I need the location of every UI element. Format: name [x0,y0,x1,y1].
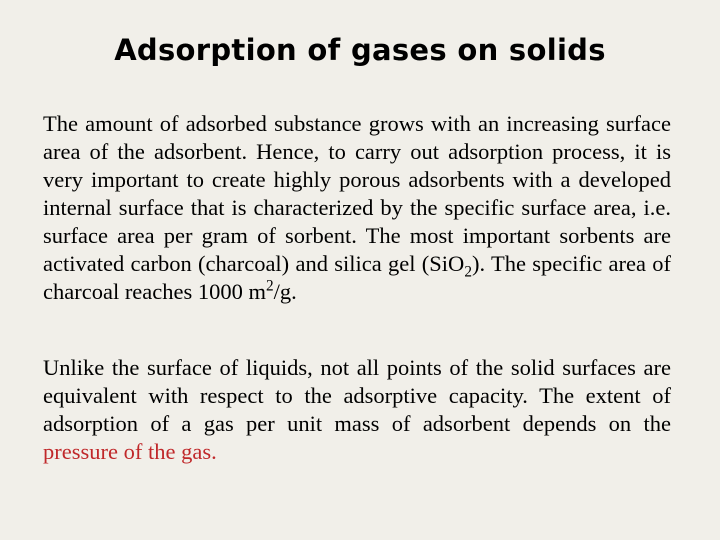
paragraph1-text-b: ). The specific area of charcoal reaches 1000 m [43,251,671,304]
paragraph2-text-a: Unlike the surface of liquids, not all points of the solid surfaces are equivalent with respect to the adsorptive capacity. The extent of adsorption of a gas per unit mass of adsorbent depends on the [43,355,671,436]
paragraph1-text-a: The amount of adsorbed substance grows with an increasing surface area of the adsorbent. Hence, to carry out adsorption process, it is very important to create highly porous adsorbents with a developed internal surface that is characterized by the specific surface area, i.e. surface area per gram of sorbent. The most important sorbents are activated carbon (charcoal) and silica gel (SiO [43,111,671,276]
paragraph-surface-area [43,110,671,306]
pressure-highlight: pressure of the gas. [43,439,217,464]
slide-title: Adsorption of gases on solids [114,33,606,67]
m2-superscript: 2 [266,277,274,295]
paragraph1-text-c: /g. [273,279,297,304]
paragraph-solid-surfaces [43,354,671,466]
sio2-subscript: 2 [464,263,472,281]
